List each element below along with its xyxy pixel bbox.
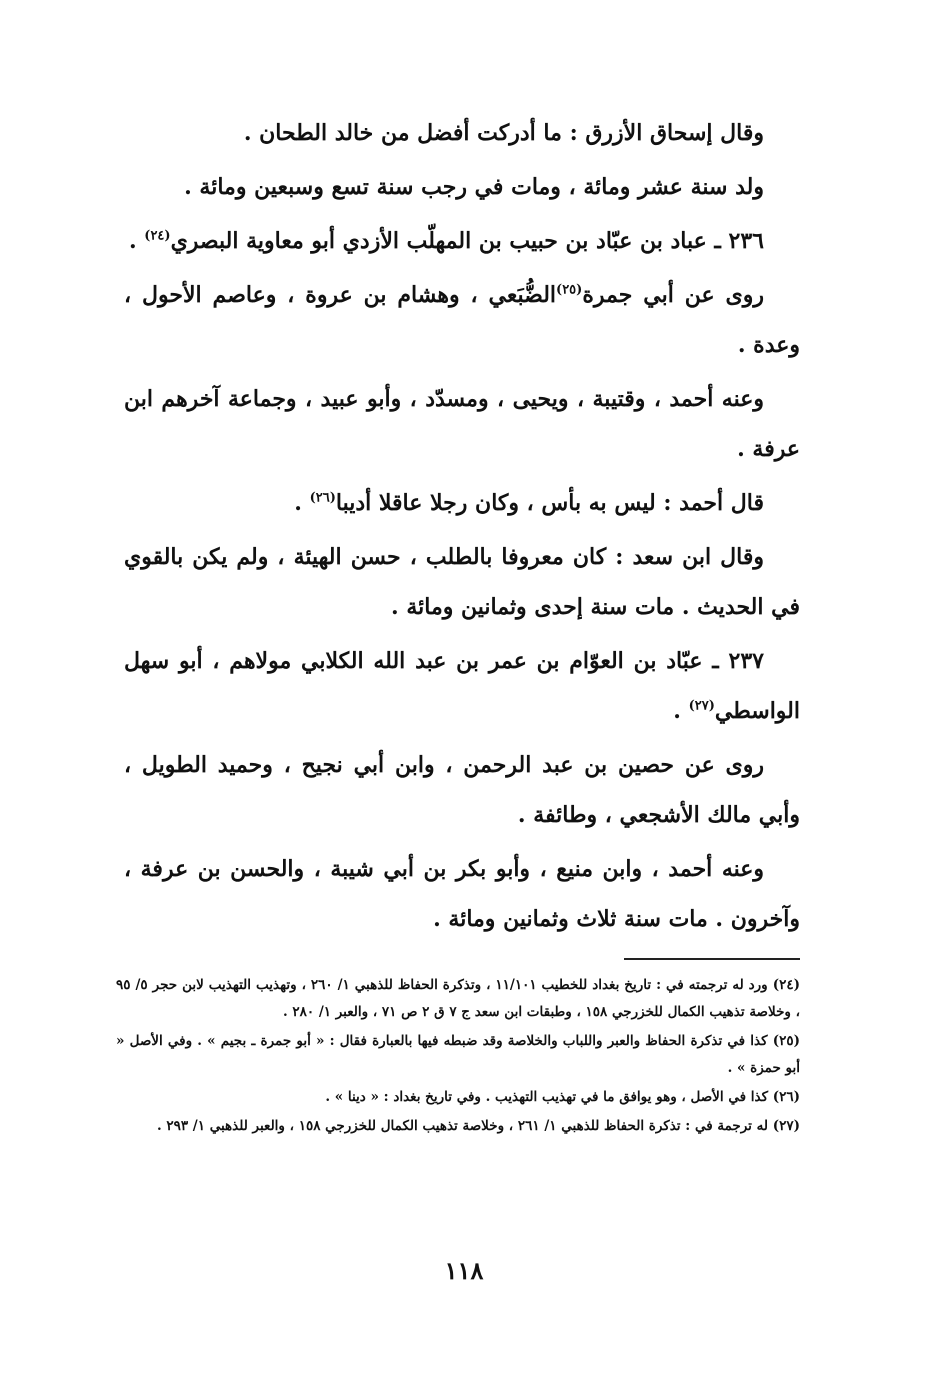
footnote-number: (٢٥) — [772, 1033, 801, 1049]
paragraph-text: وقال إسحاق الأزرق : ما أدركت أفضل من خالد الطحان . — [243, 120, 764, 146]
entry-heading-236 — [124, 216, 800, 266]
paragraph-text: ولد سنة عشر ومائة ، ومات في رجب سنة تسع وسبعين ومائة . — [184, 174, 764, 200]
entry-title: ٢٣٧ ـ عبّاد بن العوّام بن عمر بن عبد الله الكلابي مولاهم ، أبو سهل الواسطي — [124, 648, 800, 724]
paragraph-tail: الضُّبَعي ، وهشام بن عروة ، وعاصم الأحول ، وعدة . — [124, 282, 800, 358]
paragraph-ahmad-quote — [124, 478, 800, 528]
footnote-text: كذا في الأصل ، وهو يوافق ما في تهذيب التهذيب . وفي تاريخ بغداد : « دينا » . — [325, 1089, 768, 1105]
footnote-ref-27[interactable]: (٢٧) — [688, 698, 715, 714]
paragraph-tail: . — [673, 698, 689, 724]
paragraph-birth-death — [124, 162, 800, 212]
paragraph-ibn-saad-quote — [124, 532, 800, 632]
footnote-26 — [116, 1084, 800, 1111]
paragraph-narrated-from-237 — [124, 740, 800, 840]
footnote-ref-24[interactable]: (٢٤) — [144, 228, 171, 244]
paragraph-text: روى عن حصين بن عبد الرحمن ، وابن أبي نجيح ، وحميد الطويل ، وأبي مالك الأشجعي ، وطائفة . — [124, 752, 800, 828]
footnote-24 — [116, 972, 800, 1026]
entry-heading-237 — [124, 636, 800, 736]
footnote-text: ورد له ترجمته في : تاريخ بغداد للخطيب ١١/١٠١ ، وتذكرة الحفاظ للذهبي ١/ ٢٦٠ ، وتهذيب التهذيب لابن حجر ٥/ ٩٥ ، وخلاصة تذهيب الكمال للخزرجي ١٥٨ ، وطبقات ابن سعد ج ٧ ق ٢ ص ٧١ ، والعبر ١/ ٢٨٠ . — [116, 977, 800, 1020]
footnote-25 — [116, 1028, 800, 1082]
paragraph-text: وقال ابن سعد : كان معروفا بالطلب ، حسن الهيئة ، ولم يكن بالقوي في الحديث . مات سنة إحدى وثمانين ومائة . — [124, 544, 800, 620]
page-number: ١١٨ — [444, 1256, 484, 1285]
footnote-ref-26[interactable]: (٢٦) — [309, 490, 336, 506]
footnote-27 — [116, 1113, 800, 1140]
paragraph-tail: . — [294, 490, 310, 516]
paragraph-tail: . — [128, 228, 145, 254]
footnote-text: كذا في تذكرة الحفاظ والعبر واللباب والخلاصة وقد ضبطه فيها بالعبارة فقال : « أبو جمرة ـ بجيم » . وفي الأصل « أبو حمزة » . — [116, 1033, 800, 1076]
paragraph-text: روى عن أبي جمرة — [582, 282, 765, 308]
footnote-text: له ترجمة في : تذكرة الحفاظ للذهبي ١/ ٢٦١ ، وخلاصة تذهيب الكمال للخزرجي ١٥٨ ، والعبر للذهبي ١/ ٢٩٣ . — [156, 1118, 768, 1134]
footnote-number: (٢٦) — [772, 1089, 800, 1105]
paragraph-narrated-from-236 — [124, 270, 800, 370]
entry-title: ٢٣٦ ـ عباد بن عبّاد بن حبيب بن المهلّب الأزدي أبو معاوية البصري — [170, 228, 764, 254]
paragraph-text: وعنه أحمد ، وقتيبة ، ويحيى ، ومسدّد ، وأبو عبيد ، وجماعة آخرهم ابن عرفة . — [124, 386, 800, 462]
paragraph-ishaq-quote — [124, 108, 800, 158]
footnote-number: (٢٤) — [772, 977, 800, 993]
footnotes-section — [116, 972, 800, 1142]
footnote-ref-25[interactable]: (٢٥) — [556, 282, 583, 298]
paragraph-text: قال أحمد : ليس به بأس ، وكان رجلا عاقلا أديبا — [335, 490, 764, 516]
footnote-separator — [624, 958, 800, 960]
paragraph-narrators-237 — [124, 844, 800, 944]
paragraph-narrators-236 — [124, 374, 800, 474]
footnote-number: (٢٧) — [772, 1118, 800, 1134]
paragraph-text: وعنه أحمد ، وابن منيع ، وأبو بكر بن أبي شيبة ، والحسن بن عرفة ، وآخرون . مات سنة ثلاث وثمانين ومائة . — [124, 856, 800, 932]
main-text-body — [124, 108, 800, 948]
